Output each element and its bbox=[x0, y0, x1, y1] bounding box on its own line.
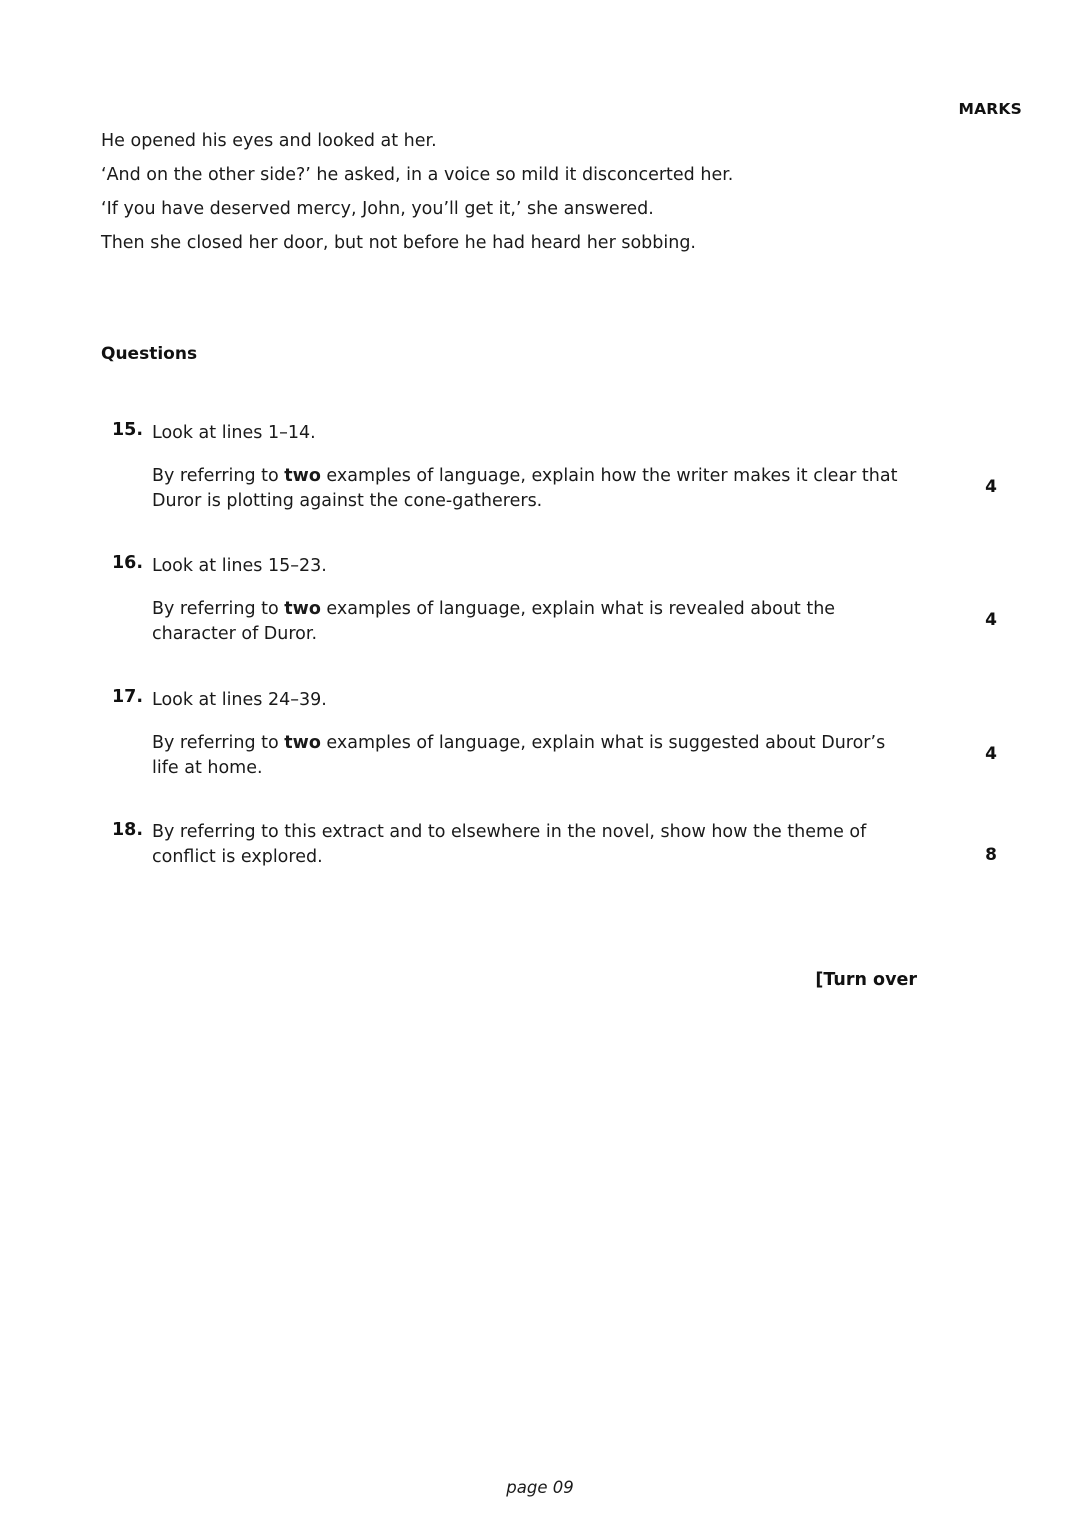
question-number: 18. bbox=[111, 820, 143, 840]
question-text bbox=[152, 820, 912, 870]
question-text-part-2: examples of language, explain how the writer makes it clear that Duror is plotting against the cone-gatherers. bbox=[152, 466, 898, 511]
extract-line: He opened his eyes and looked at her. bbox=[101, 131, 437, 151]
extract-line: ‘And on the other side?’ he asked, in a voice so mild it disconcerted her. bbox=[101, 165, 734, 185]
question-marks: 4 bbox=[985, 610, 997, 630]
question-text-part-1: By referring to bbox=[152, 466, 285, 486]
question-marks: 8 bbox=[985, 845, 997, 865]
question-text-part-1: By referring to this extract and to elsewhere in the novel, show how the theme of conflict is explored. bbox=[152, 822, 867, 867]
extract-line: Then she closed her door, but not before he had heard her sobbing. bbox=[101, 233, 696, 253]
question-text bbox=[152, 731, 912, 781]
question-number: 17. bbox=[111, 687, 143, 707]
question-lead: Look at lines 1–14. bbox=[152, 423, 316, 443]
question-text bbox=[152, 597, 912, 647]
questions-list bbox=[101, 420, 1021, 900]
question-number: 15. bbox=[111, 420, 143, 440]
question-lead: Look at lines 15–23. bbox=[152, 556, 327, 576]
extract-text bbox=[101, 124, 931, 260]
question-marks: 4 bbox=[985, 477, 997, 497]
question-item-16 bbox=[101, 553, 1021, 687]
question-marks: 4 bbox=[985, 744, 997, 764]
extract-line: ‘If you have deserved mercy, John, you’ll get it,’ she answered. bbox=[101, 199, 654, 219]
question-item-15 bbox=[101, 420, 1021, 553]
question-text-part-1: By referring to bbox=[152, 599, 285, 619]
question-item-17 bbox=[101, 687, 1021, 820]
question-text-part-2: examples of language, explain what is suggested about Duror’s life at home. bbox=[152, 733, 886, 778]
question-text-part-2: examples of language, explain what is revealed about the character of Duror. bbox=[152, 599, 836, 644]
question-text-emphasis: two bbox=[284, 599, 321, 619]
question-number: 16. bbox=[111, 553, 143, 573]
question-item-18 bbox=[101, 820, 1021, 900]
marks-column-header: MARKS bbox=[958, 100, 1022, 118]
question-lead: Look at lines 24–39. bbox=[152, 690, 327, 710]
page-number-footer: page 09 bbox=[506, 1478, 574, 1497]
questions-heading: Questions bbox=[101, 344, 198, 364]
question-text-part-1: By referring to bbox=[152, 733, 285, 753]
turn-over-note: [Turn over bbox=[815, 970, 917, 990]
question-text-emphasis: two bbox=[284, 466, 321, 486]
question-text-emphasis: two bbox=[284, 733, 321, 753]
question-text bbox=[152, 464, 912, 514]
